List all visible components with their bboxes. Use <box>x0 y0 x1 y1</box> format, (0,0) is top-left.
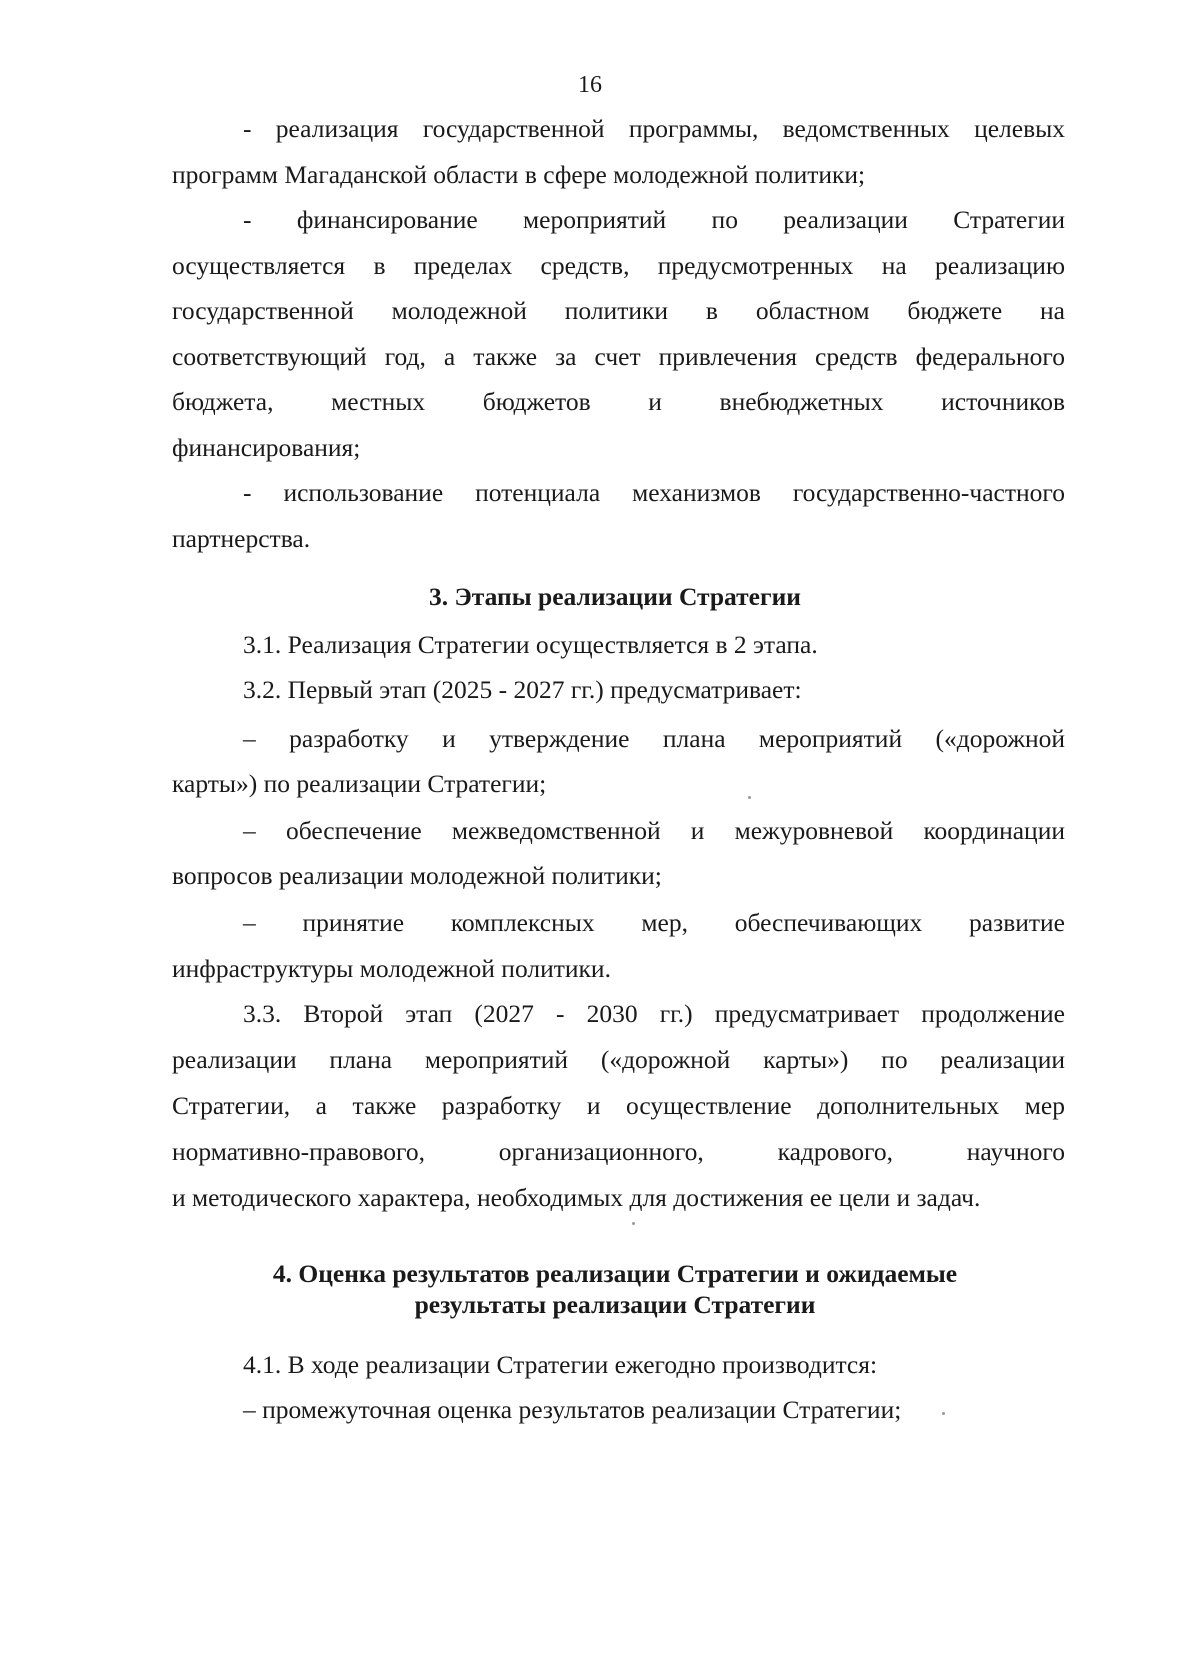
page-number: 16 <box>578 72 602 98</box>
paragraph-line: и методического характера, необходимых для достижения ее цели и задач. <box>172 1183 981 1212</box>
paragraph-line: бюджета, местных бюджетов и внебюджетных источников <box>172 387 1065 416</box>
paragraph-line: финансирования; <box>172 433 361 462</box>
paragraph-line: 3.2. Первый этап (2025 - 2027 гг.) предусматривает: <box>243 675 802 704</box>
paragraph-line: 3.3. Второй этап (2027 - 2030 гг.) предусматривает продолжение <box>243 999 1065 1028</box>
paragraph-line: реализации плана мероприятий («дорожной карты») по реализации <box>172 1045 1065 1074</box>
paragraph-line: нормативно-правового, организационного, кадрового, научного <box>172 1137 1065 1166</box>
paragraph-line: 3.1. Реализация Стратегии осуществляется в 2 этапа. <box>243 630 818 659</box>
paragraph-line: государственной молодежной политики в областном бюджете на <box>172 296 1065 325</box>
paragraph-line: осуществляется в пределах средств, предусмотренных на реализацию <box>172 251 1065 280</box>
paragraph-line: вопросов реализации молодежной политики; <box>172 861 662 890</box>
paragraph-line: карты») по реализации Стратегии; <box>172 769 547 798</box>
paragraph-line: соответствующий год, а также за счет привлечения средств федерального <box>172 342 1065 371</box>
paragraph-line: программ Магаданской области в сфере молодежной политики; <box>172 160 866 189</box>
paragraph-line: - использование потенциала механизмов государственно-частного <box>243 478 1065 507</box>
section-heading-continued: результаты реализации Стратегии <box>414 1290 816 1319</box>
scan-speck <box>748 796 751 799</box>
scan-speck <box>632 1222 635 1225</box>
paragraph-line: - финансирование мероприятий по реализации Стратегии <box>243 205 1065 234</box>
paragraph-line: – обеспечение межведомственной и межуровневой координации <box>243 816 1065 845</box>
scan-speck <box>942 1412 945 1415</box>
paragraph-line: 4.1. В ходе реализации Стратегии ежегодно производится: <box>243 1350 878 1379</box>
section-heading: 3. Этапы реализации Стратегии <box>429 582 801 611</box>
paragraph-line: инфраструктуры молодежной политики. <box>172 954 611 983</box>
paragraph-line: – принятие комплексных мер, обеспечивающих развитие <box>243 908 1065 937</box>
paragraph-line: – разработку и утверждение плана мероприятий («дорожной <box>243 724 1065 753</box>
section-heading: 4. Оценка результатов реализации Стратегии и ожидаемые <box>272 1259 958 1288</box>
paragraph-line: – промежуточная оценка результатов реализации Стратегии; <box>243 1395 902 1424</box>
paragraph-line: - реализация государственной программы, ведомственных целевых <box>243 114 1065 143</box>
paragraph-line: партнерства. <box>172 524 311 553</box>
paragraph-line: Стратегии, а также разработку и осуществление дополнительных мер <box>172 1091 1065 1120</box>
